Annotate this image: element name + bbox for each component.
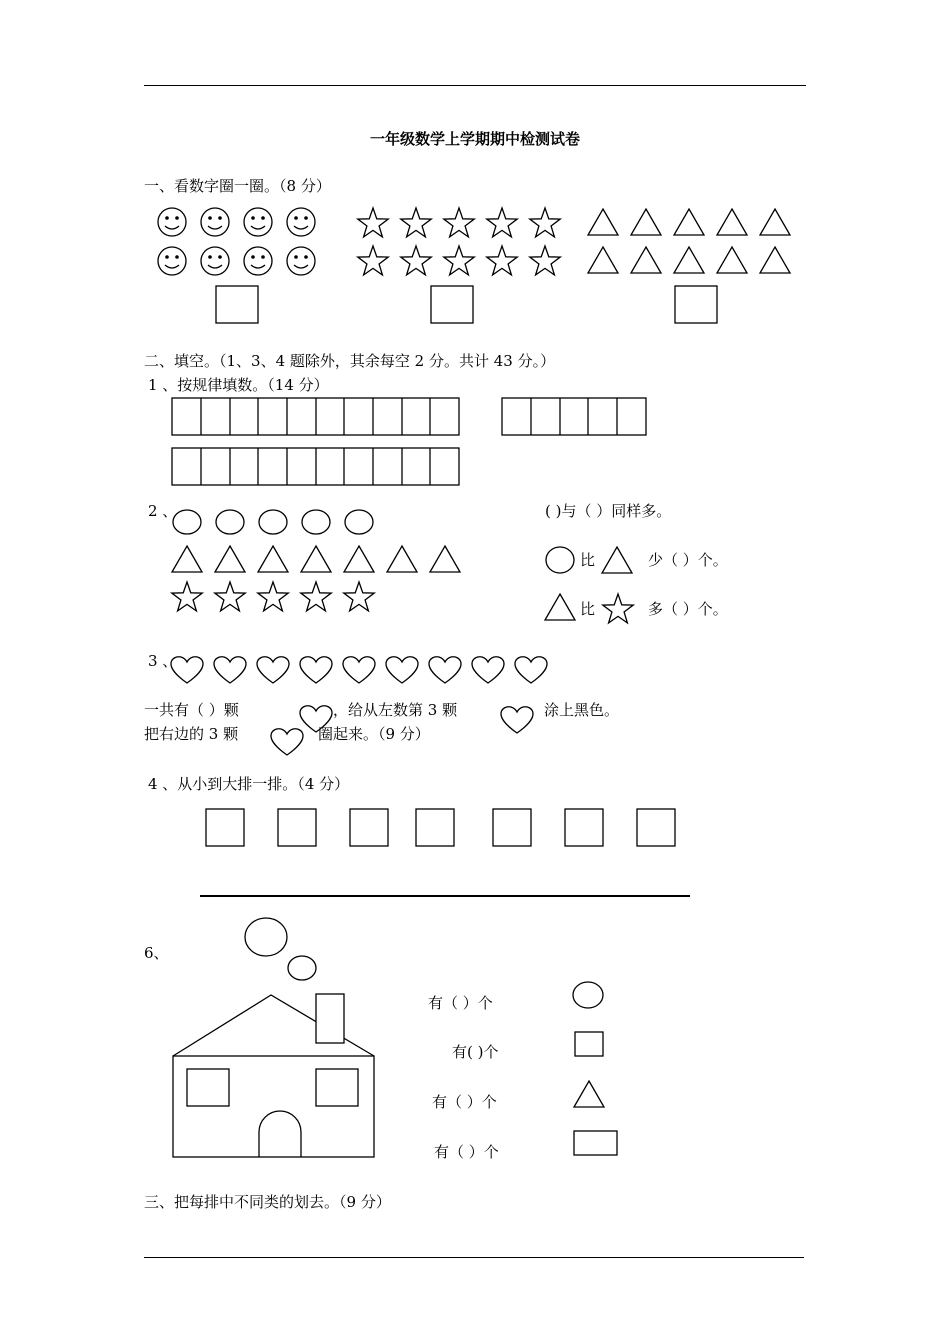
q4-answer-boxes[interactable] <box>206 809 675 846</box>
q2-compare-star <box>603 594 633 623</box>
q2-line1: ( )与（ ）同样多。 <box>545 502 672 520</box>
q2-line3-compare: 比 <box>580 600 596 618</box>
q2-compare-triangle-1 <box>602 547 632 573</box>
q3-line1-b: ，给从左数第 3 颗 <box>333 701 458 719</box>
q2-star-row <box>172 582 374 611</box>
q3-inline-heart-1 <box>300 706 332 732</box>
page-title: 一年级数学上学期期中检测试卷 <box>369 130 580 148</box>
q3-inline-heart-3 <box>271 729 303 755</box>
q2-triangle-row <box>172 546 460 572</box>
answer-box-triangle[interactable] <box>675 286 717 323</box>
answer-box-smiley[interactable] <box>216 286 258 323</box>
section-2-heading: 二、填空。（1、3、4 题除外，其余每空 2 分。共计 43 分。） <box>144 352 556 370</box>
q2-line2-tail: 少（ ）个。 <box>648 551 728 569</box>
triangle-group <box>588 209 790 273</box>
number-grid-row-1[interactable] <box>172 398 459 435</box>
number-grid-row-3[interactable] <box>172 448 459 485</box>
q2-compare-circle <box>546 547 574 573</box>
q6-row-square: 有( )个 <box>452 1043 499 1061</box>
q6-circle-icon <box>573 982 603 1008</box>
q3-heart-row[interactable] <box>171 657 547 683</box>
number-grid-row-2[interactable] <box>502 398 646 435</box>
q1-label: 1 、按规律填数。（14 分） <box>148 376 329 394</box>
star-group <box>358 208 560 275</box>
q3-line2-b: 圈起来。（9 分） <box>318 725 430 743</box>
q3-line2-a: 把右边的 3 颗 <box>144 725 239 743</box>
q2-line3-tail: 多（ ）个。 <box>648 600 728 618</box>
q6-square-icon <box>575 1032 603 1056</box>
q2-circle-row <box>173 510 373 534</box>
answer-box-star[interactable] <box>431 286 473 323</box>
q2-line2-compare: 比 <box>580 551 596 569</box>
q6-row-rectangle: 有（ ）个 <box>434 1143 499 1161</box>
q2-label: 2 、 <box>148 502 178 520</box>
section-3-heading: 三、把每排中不同类的划去。（9 分） <box>144 1193 391 1211</box>
house-drawing <box>173 918 374 1157</box>
q3-label: 3 、 <box>148 652 178 670</box>
q3-line1-c: 涂上黑色。 <box>544 701 620 719</box>
q3-line1-a: 一共有（ ）颗 <box>144 701 239 719</box>
q6-row-circle: 有（ ）个 <box>428 994 493 1012</box>
smiley-group <box>158 208 315 275</box>
q6-rectangle-icon <box>574 1131 617 1155</box>
section-1-heading: 一、看数字圈一圈。（8 分） <box>144 177 331 195</box>
q6-label: 6、 <box>144 944 169 962</box>
q3-inline-heart-2 <box>501 707 533 733</box>
q6-triangle-icon <box>574 1081 604 1107</box>
q2-compare-triangle-2 <box>545 594 575 620</box>
q4-label: 4 、从小到大排一排。（4 分） <box>148 775 350 793</box>
q6-row-triangle: 有（ ）个 <box>432 1093 497 1111</box>
